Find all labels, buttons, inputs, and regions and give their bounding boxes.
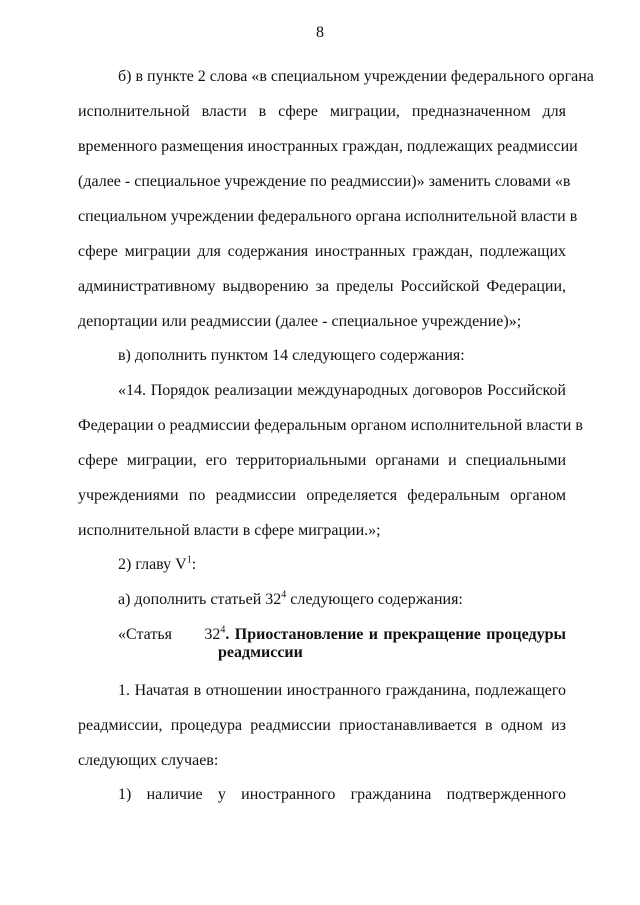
text-fragment: следующего содержания: (286, 591, 463, 608)
text-line: б) в пункте 2 слова «в специальном учреждении федерального органа (118, 68, 594, 85)
article-prefix: «Статья (118, 626, 172, 643)
text-line: временного размещения иностранных граждан, подлежащих реадмиссии (78, 138, 578, 155)
text-fragment: : (191, 556, 197, 573)
text-line: реадмиссии, процедура реадмиссии приостанавливается в одном из (78, 717, 566, 734)
article-number: 32 (204, 626, 221, 643)
text-fragment: 2) главу V (118, 556, 187, 573)
text-line: Федерации о реадмиссии федеральным органом исполнительной власти в (78, 417, 583, 434)
text-line: «14. Порядок реализации международных договоров Российской (118, 382, 566, 399)
text-line: 1) наличие у иностранного гражданина подтвержденного (118, 786, 566, 803)
text-line (118, 555, 566, 575)
superscript: 4 (281, 589, 287, 601)
article-title-continued: реадмиссии (218, 644, 303, 661)
article-heading (118, 625, 566, 645)
text-fragment: а) дополнить статьей 32 (118, 591, 282, 608)
text-line: 1. Начатая в отношении иностранного гражданина, подлежащего (118, 682, 566, 699)
article-title: . Приостановление и прекращение процедуры (225, 626, 567, 643)
text-line: административному выдворению за пределы Российской Федерации, (78, 278, 566, 295)
text-line (118, 590, 566, 610)
superscript: 1 (186, 554, 192, 566)
text-line: депортации или реадмиссии (далее - специальное учреждение)»; (78, 313, 522, 330)
superscript: 4 (220, 624, 226, 636)
text-line: в) дополнить пунктом 14 следующего содержания: (118, 347, 465, 364)
text-line: исполнительной власти в сфере миграции, предназначенном для (78, 103, 566, 120)
text-line: (далее - специальное учреждение по реадмиссии)» заменить словами «в (78, 173, 571, 190)
text-line: сфере миграции для содержания иностранных граждан, подлежащих (78, 243, 566, 260)
text-line: исполнительной власти в сфере миграции.»; (78, 522, 381, 539)
page-number: 8 (316, 24, 324, 41)
text-line: следующих случаев: (78, 752, 219, 769)
text-line: сфере миграции, его территориальными органами и специальными (78, 452, 566, 469)
text-line: специальном учреждении федерального органа исполнительной власти в (78, 208, 578, 225)
text-line: учреждениями по реадмиссии определяется федеральным органом (78, 487, 566, 504)
